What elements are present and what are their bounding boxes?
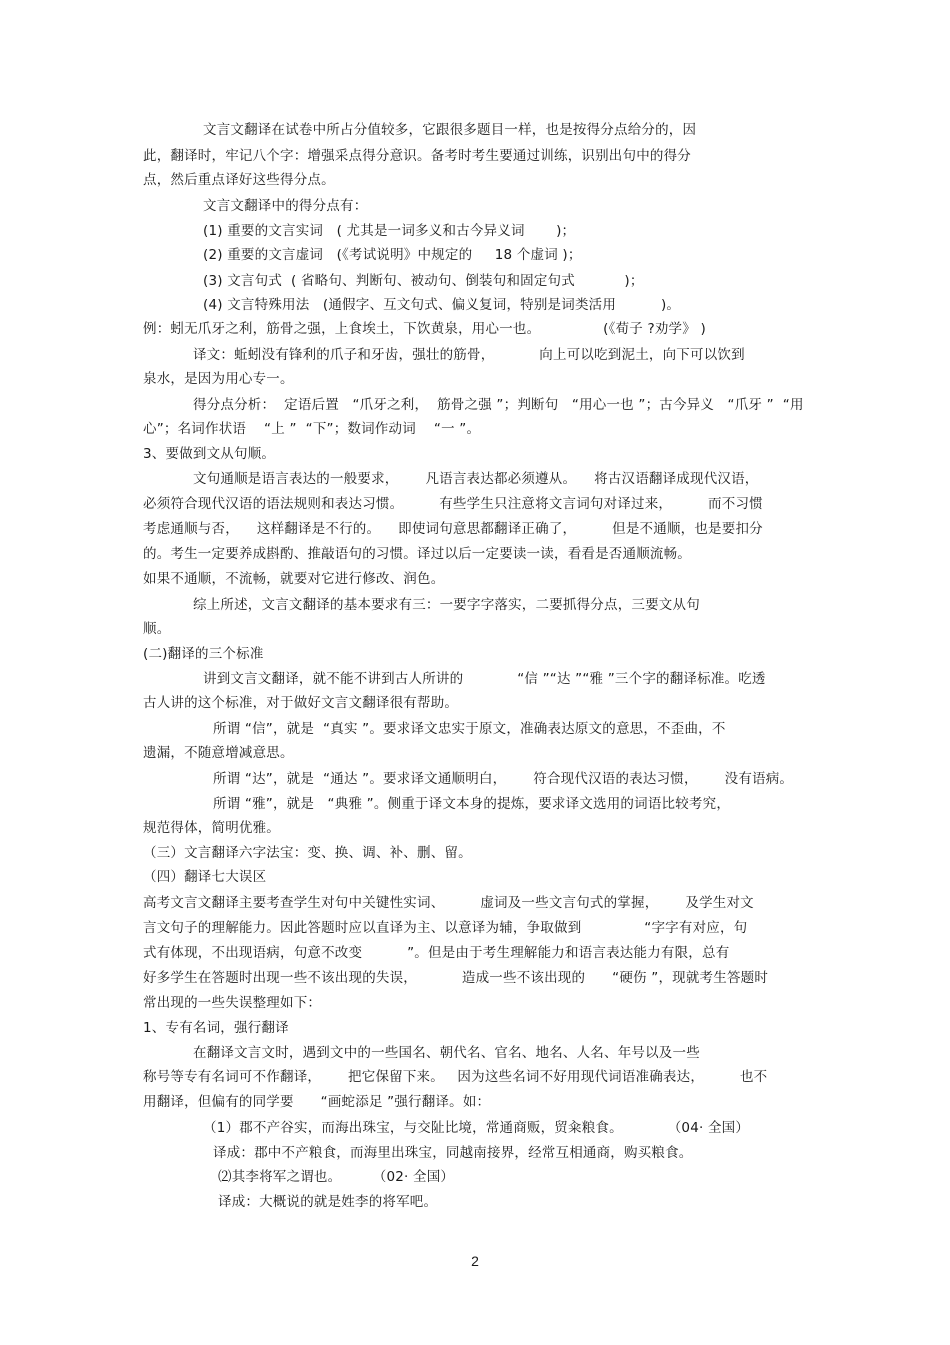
example-line: （1）郡不产谷实，而海出珠宝，与交阯比境，常通商贩，贸籴粮食。 （04· 全国）: [203, 1120, 750, 1136]
text-line: 规范得体，简明优雅。: [143, 820, 280, 836]
section-heading: 3、要做到文从句顺。: [143, 446, 276, 462]
text-line: 如果不通顺，不流畅，就要对它进行修改、润色。: [143, 571, 445, 587]
text-line: 必须符合现代汉语的语法规则和表达习惯。 有些学生只注意将文言词句对译过来， 而不习惯: [143, 496, 763, 512]
text-line: (3) 文言句式 ( 省略句、判断句、被动句、倒装句和固定句式 )；: [203, 273, 644, 289]
text-line: 所谓 “信”，就是 “真实 ”。要求译文忠实于原文，准确表达原文的意思，不歪曲，不: [213, 721, 726, 737]
text-line: 例：蚓无爪牙之利，筋骨之强，上食埃土，下饮黄泉，用心一也。 (《荀子 ?劝学》 ): [143, 321, 706, 337]
section-heading: (二)翻译的三个标准: [143, 646, 264, 662]
text-line: 考虑通顺与否， 这样翻译是不行的。 即使词句意思都翻译正确了， 但是不通顺，也是要扣分: [143, 521, 763, 537]
text-line: 称号等专有名词可不作翻译， 把它保留下来。 因为这些名词不好用现代词语准确表达， 也不: [143, 1069, 768, 1085]
text-line: 好多学生在答题时出现一些不该出现的失误， 造成一些不该出现的 “硬伤 ”，现就考生答题时: [143, 970, 769, 986]
text-line: 式有体现，不出现语病，句意不改变 ”。但是由于考生理解能力和语言表达能力有限，总有: [143, 945, 730, 961]
text-line: 高考文言文翻译主要考查学生对句中关键性实词、 虚词及一些文言句式的掌握， 及学生对文: [143, 895, 754, 911]
text-line: 得分点分析： 定语后置 “爪牙之利， 筋骨之强 ”；判断句 “用心一也 ”；古今异义 “爪牙 ” “用: [193, 397, 804, 413]
text-line: 在翻译文言文时，遇到文中的一些国名、朝代名、官名、地名、人名、年号以及一些: [193, 1045, 700, 1061]
text-line: 所谓 “达”，就是 “通达 ”。要求译文通顺明白， 符合现代汉语的表达习惯， 没有语病。: [213, 771, 794, 787]
text-line: 此，翻译时，牢记八个字：增强采点得分意识。备考时考生要通过训练，识别出句中的得分: [143, 148, 691, 164]
text-line: 的。考生一定要养成斟酌、推敲语句的习惯。译过以后一定要读一读，看看是否通顺流畅。: [143, 546, 691, 562]
section-heading: 1、专有名词，强行翻译: [143, 1020, 289, 1036]
page-number: 2: [471, 1253, 479, 1269]
text-line: 讲到文言文翻译，就不能不讲到古人所讲的 “信 ”“达 ”“雅 ”三个字的翻译标准。吃透: [203, 671, 766, 687]
text-line: 点，然后重点译好这些得分点。: [143, 172, 335, 188]
text-line: 文句通顺是语言表达的一般要求， 凡语言表达都必须遵从。 将古汉语翻译成现代汉语，: [193, 471, 759, 487]
text-line: 综上所述，文言文翻译的基本要求有三：一要字字落实，二要抓得分点，三要文从句: [193, 597, 700, 613]
section-heading: （四）翻译七大误区: [143, 869, 267, 885]
text-line: 用翻译，但偏有的同学要 “画蛇添足 ”强行翻译。如：: [143, 1094, 491, 1110]
section-heading: （三）文言翻译六字法宝：变、换、调、补、删、留。: [143, 845, 472, 861]
text-line: 古人讲的这个标准，对于做好文言文翻译很有帮助。: [143, 695, 459, 711]
text-line: (1) 重要的文言实词 ( 尤其是一词多义和古今异义词 )；: [203, 223, 576, 239]
text-line: 泉水，是因为用心专一。: [143, 371, 294, 387]
example-line: 译成：郡中不产粮食，而海里出珠宝，同越南接界，经常互相通商，购买粮食。: [213, 1145, 693, 1161]
text-line: 顺。: [143, 621, 171, 637]
text-line: (2) 重要的文言虚词 (《考试说明》中规定的 18 个虚词 )；: [203, 247, 582, 263]
example-line: 译成：大概说的就是姓李的将军吧。: [218, 1194, 438, 1210]
text-line: 言文句子的理解能力。因此答题时应以直译为主、以意译为辅，争取做到 “字字有对应，句: [143, 920, 748, 936]
text-line: 心”；名词作状语 “上 ” “下”；数词作动词 “一 ”。: [143, 421, 481, 437]
text-line: 所谓 “雅”，就是 “典雅 ”。侧重于译文本身的提炼，要求译文选用的词语比较考究，: [213, 796, 731, 812]
text-line: (4) 文言特殊用法 (通假字、互文句式、偏义复词，特别是词类活用 )。: [203, 297, 681, 313]
text-line: 文言文翻译在试卷中所占分值较多，它跟很多题目一样，也是按得分点给分的，因: [203, 122, 697, 138]
example-line: ⑵其李将军之谓也。 （02· 全国）: [218, 1169, 455, 1185]
text-line: 常出现的一些失误整理如下：: [143, 995, 322, 1011]
text-line: 译文：蚯蚓没有锋利的爪子和牙齿，强壮的筋骨， 向上可以吃到泥土，向下可以饮到: [193, 347, 745, 363]
text-line: 文言文翻译中的得分点有：: [203, 198, 368, 214]
text-line: 遗漏，不随意增减意思。: [143, 745, 294, 761]
